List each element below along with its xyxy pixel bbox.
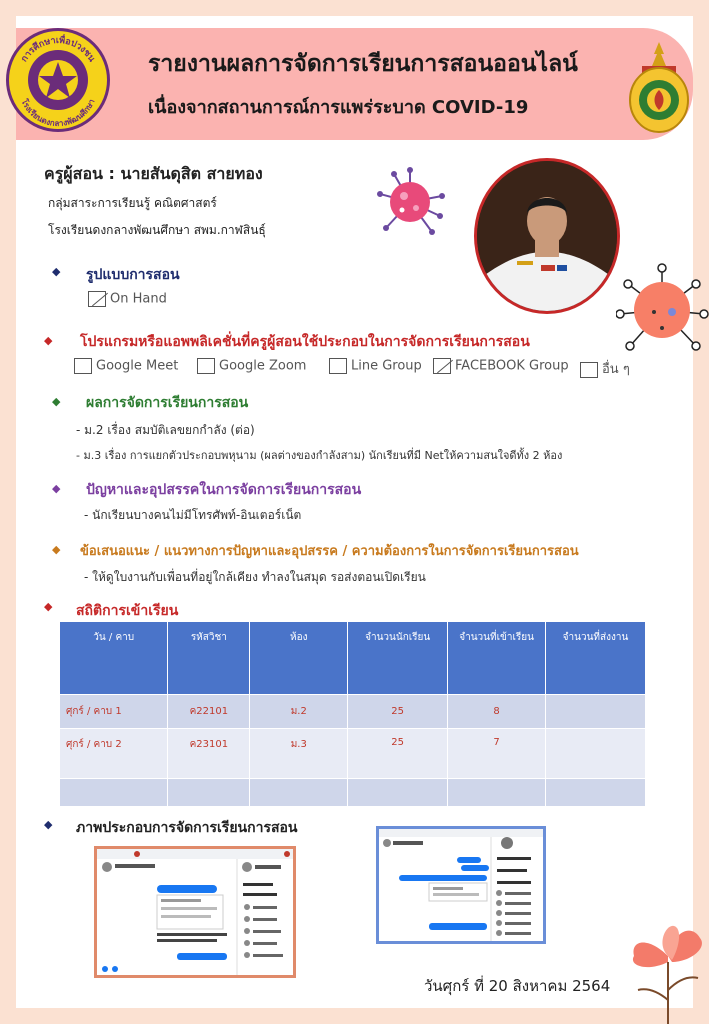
option-label: Google Meet — [96, 358, 179, 374]
section-bullet: ◆ — [52, 482, 61, 495]
column-header: จำนวนที่เข้าเรียน — [448, 622, 546, 694]
teacher-photo — [474, 158, 620, 314]
table-cell — [546, 778, 646, 806]
logo-top-text: การศึกษาเพื่อปวงชน — [19, 35, 97, 64]
virus-icon — [616, 262, 709, 362]
section-bullet: ◆ — [44, 334, 53, 347]
checkbox[interactable] — [197, 358, 215, 374]
section-bullet: ◆ — [52, 543, 61, 556]
problems-heading: ปัญหาและอุปสรรคในการจัดการเรียนการสอน — [86, 482, 362, 498]
table-cell: 25 — [348, 694, 448, 728]
app-option-line-group[interactable] — [329, 358, 422, 374]
app-option-google-zoom[interactable] — [197, 358, 306, 374]
report-date: วันศุกร์ ที่ 20 สิงหาคม 2564 — [424, 977, 611, 995]
app-option-facebook-group[interactable] — [433, 358, 569, 374]
app-option-google-meet[interactable] — [74, 358, 178, 374]
option-label: FACEBOOK Group — [455, 358, 569, 374]
table-cell: 7 — [448, 728, 546, 778]
table-cell — [168, 778, 250, 806]
apps-heading: โปรแกรมหรือแอพพลิเคชั่นที่ครูผู้สอนใช้ประกอบในการจัดการเรียนการสอน — [80, 334, 530, 350]
app-option-other[interactable] — [580, 358, 630, 379]
attendance-table — [60, 622, 646, 806]
emblem-logo — [628, 40, 690, 136]
problem-item: - นักเรียนบางคนไม่มีโทรศัพท์-อินเตอร์เน็ต — [84, 508, 302, 522]
attendance-heading: สถิติการเข้าเรียน — [76, 603, 179, 619]
option-label: Line Group — [351, 358, 422, 374]
school-name: โรงเรียนดงกลางพัฒนศึกษา สพม.กาฬสินธุ์ — [48, 223, 266, 237]
photos-heading: ภาพประกอบการจัดการเรียนการสอน — [76, 820, 298, 836]
logo-bottom-text: โรงเรียนดงกลางพัฒนศึกษา — [19, 97, 97, 129]
result-item: - ม.2 เรื่อง สมบัติเลขยกกำลัง (ต่อ) — [76, 423, 255, 437]
table-row — [60, 694, 646, 728]
table-cell: 8 — [448, 694, 546, 728]
result-item: - ม.3 เรื่อง การแยกตัวประกอบพหุนาม (ผลต่างของกำลังสาม) นักเรียนที่มี Netให้ความสนใจดีทั้ง 2 ห้อง — [76, 449, 563, 462]
table-cell — [546, 694, 646, 728]
format-option — [88, 291, 167, 307]
format-heading: รูปแบบการสอน — [86, 267, 180, 283]
activity-screenshot — [94, 846, 296, 978]
table-cell — [60, 778, 168, 806]
table-cell: ศุกร์ / คาบ 1 — [60, 694, 168, 728]
column-header: จำนวนที่ส่งงาน — [546, 622, 646, 694]
table-row — [60, 778, 646, 806]
option-label: อื่น ๆ — [602, 362, 630, 377]
table-cell — [546, 728, 646, 778]
column-header: ห้อง — [250, 622, 348, 694]
table-cell: ค22101 — [168, 694, 250, 728]
table-cell — [448, 778, 546, 806]
flower-icon — [628, 916, 709, 1024]
table-cell: ม.2 — [250, 694, 348, 728]
suggestion-item: - ให้ดูใบงานกับเพื่อนที่อยู่ใกล้เคียง ทำลงในสมุด รอส่งตอนเปิดเรียน — [84, 570, 426, 584]
header-band — [16, 28, 693, 140]
column-header: วัน / คาบ — [60, 622, 168, 694]
subject-group: กลุ่มสาระการเรียนรู้ คณิตศาสตร์ — [48, 196, 217, 210]
teacher-name: ครูผู้สอน : นายสันดุสิต สายทอง — [44, 164, 263, 183]
column-header: จำนวนนักเรียน — [348, 622, 448, 694]
page-subtitle: เนื่องจากสถานการณ์การแพร่ระบาด COVID-19 — [148, 97, 529, 118]
table-cell — [348, 778, 448, 806]
checkbox[interactable] — [433, 358, 451, 374]
suggestions-heading: ข้อเสนอแนะ / แนวทางการปัญหาและอุปสรรค / ความต้องการในการจัดการเรียนการสอน — [80, 544, 579, 559]
section-bullet: ◆ — [44, 600, 53, 613]
column-header: รหัสวิชา — [168, 622, 250, 694]
section-bullet: ◆ — [52, 395, 61, 408]
results-heading: ผลการจัดการเรียนการสอน — [86, 395, 249, 411]
option-label: Google Zoom — [219, 358, 307, 374]
checkbox[interactable] — [580, 362, 598, 378]
checkbox[interactable] — [329, 358, 347, 374]
activity-screenshot — [376, 826, 546, 944]
section-bullet: ◆ — [44, 818, 53, 831]
section-bullet: ◆ — [52, 265, 61, 278]
checkbox[interactable] — [74, 358, 92, 374]
table-row — [60, 728, 646, 778]
school-logo — [6, 28, 110, 132]
page-title: รายงานผลการจัดการเรียนการสอนออนไลน์ — [148, 51, 578, 77]
table-cell — [250, 778, 348, 806]
on-hand-checkbox[interactable] — [88, 291, 106, 307]
table-cell: 25 — [348, 728, 448, 778]
table-cell: ศุกร์ / คาบ 2 — [60, 728, 168, 778]
virus-icon — [372, 166, 448, 238]
table-cell: ม.3 — [250, 728, 348, 778]
table-cell: ค23101 — [168, 728, 250, 778]
format-option-label: On Hand — [110, 291, 167, 307]
